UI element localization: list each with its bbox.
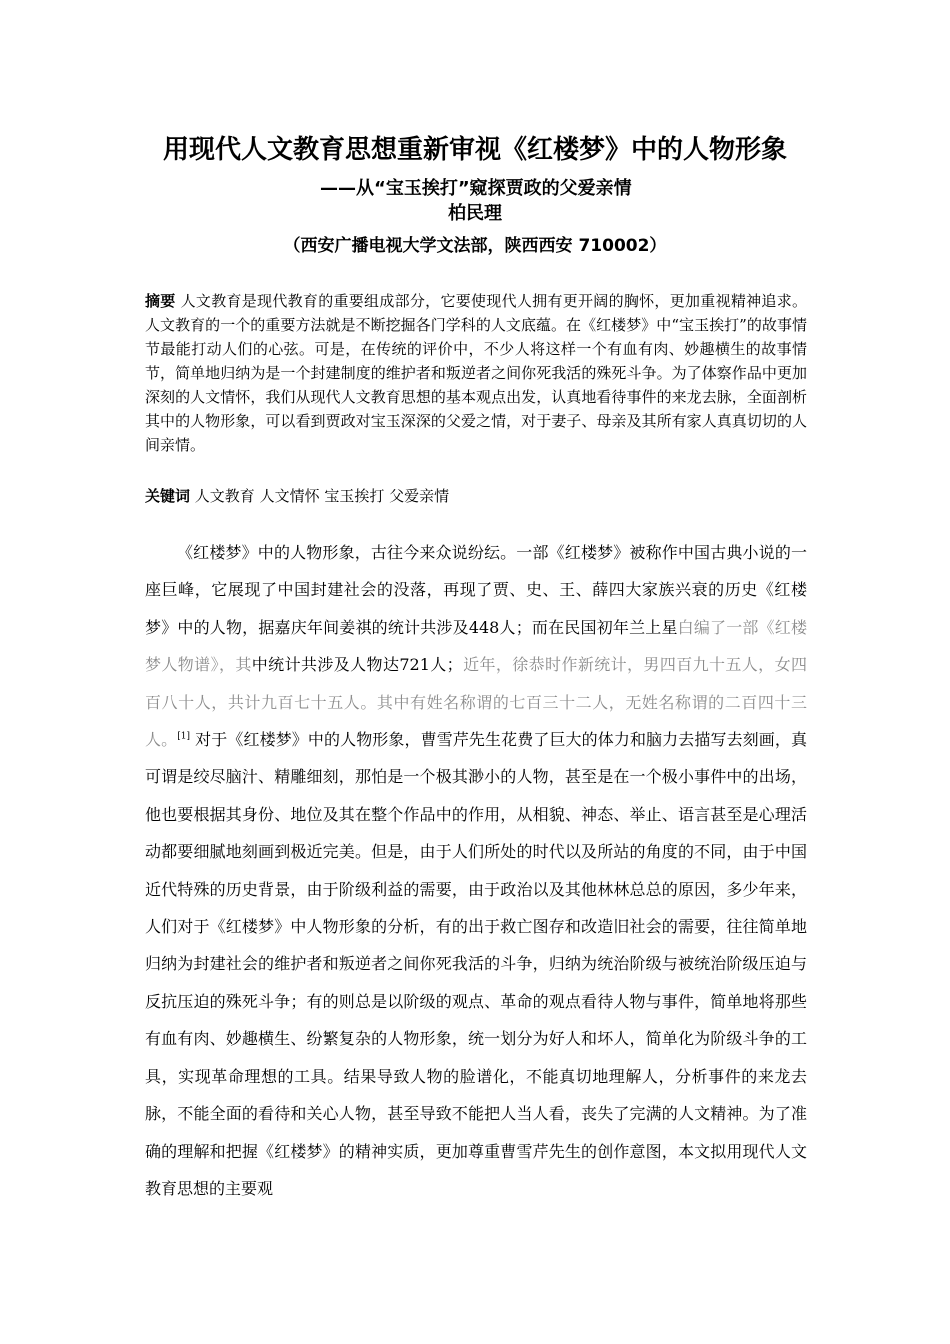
body-text-part1: 《红楼梦》中的人物形象，古往今来众说纷纭。一部《红楼梦》被称作中国古典小说的一座巨峰，它展现了中国封建社会的没落，再现了贾、史、王、薛四大家族兴衰的历史《红楼梦》中的人物，据嘉庆年间姜祺的统计共涉及448人；而在民国初年兰上星 bbox=[145, 543, 807, 637]
keywords-label: 关键词 bbox=[145, 487, 191, 505]
body-text-part3: 中统计共涉及人物达721人； bbox=[251, 655, 463, 675]
abstract-label: 摘要 bbox=[145, 292, 176, 310]
paper-subtitle: ——从“宝玉挨打”窥探贾政的父爱亲情 bbox=[320, 178, 632, 199]
body-text-part2: 白编了一部《红楼梦人物谱》，其 bbox=[145, 617, 807, 675]
author-name: 柏民理 bbox=[448, 203, 502, 224]
abstract-text: 人文教育是现代教育的重要组成部分，它要使现代人拥有更开阔的胸怀，更加重视精神追求。人文教育的一个的重要方法就是不断挖掘各门学科的人文底蕴。在《红楼梦》中“宝玉挨打”的故事情节最能打动人们的心弦。可是，在传统的评价中，不少人将这样一个有血有肉、妙趣横生的故事情节，简单地归纳为是一个封建制度的维护者和叛逆者之间你死我活的殊死斗争。为了体察作品中更加深刻的人文情怀，我们从现代人文教育思想的基本观点出发，认真地看待事件的来龙去脉，全面剖析其中的人物形象，可以看到贾政对宝玉深深的父爱之情，对于妻子、母亲及其所有家人真真切切的人间亲情。 bbox=[145, 292, 807, 454]
footnote-reference[interactable]: [1] bbox=[177, 731, 190, 742]
keywords-text: 人文教育 人文情怀 宝玉挨打 父爱亲情 bbox=[194, 487, 450, 505]
author-affiliation: （西安广播电视大学文法部，陕西西安 710002） bbox=[283, 236, 667, 256]
body-paragraph bbox=[145, 534, 807, 1207]
abstract bbox=[145, 289, 807, 457]
paper-title: 用现代人文教育思想重新审视《红楼梦》中的人物形象 bbox=[162, 135, 787, 165]
body-text-part4: 近年，徐恭时作新统计，男四百九十五人，女四百八十人，共计九百七十五人。其中有姓名称谓的七百三十二人，无姓名称谓的二百四十三人。 bbox=[145, 655, 807, 750]
body-text-part5: 对于《红楼梦》中的人物形象，曹雪芹先生花费了巨大的体力和脑力去描写去刻画，真可谓是绞尽脑汁、精雕细刻，那怕是一个极其渺小的人物，甚至是在一个极小事件中的出场，他也要根据其身份、地位及其在整个作品中的作用，从相貌、神态、举止、语言甚至是心理活动都要细腻地刻画到极近完美。但是，由于人们所处的时代以及所站的角度的不同，由于中国近代特殊的历史背景，由于阶级利益的需要，由于政治以及其他林林总总的原因，多少年来，人们对于《红楼梦》中人物形象的分析，有的出于救亡图存和改造旧社会的需要，往往简单地归纳为封建社会的维护者和叛逆者之间你死我活的斗争，归纳为统治阶级与被统治阶级压迫与反抗压迫的殊死斗争；有的则总是以阶级的观点、革命的观点看待人物与事件，简单地将那些有血有肉、妙趣横生、纷繁复杂的人物形象，统一划分为好人和坏人，简单化为阶级斗争的工具，实现革命理想的工具。结果导致人物的脸谱化，不能真切地理解人，分析事件的来龙去脉，不能全面的看待和关心人物，甚至导致不能把人当人看，丧失了完满的人文精神。为了准确的理解和把握《红楼梦》的精神实质，更加尊重曹雪芹先生的创作意图，本文拟用现代人文教育思想的主要观 bbox=[145, 730, 807, 1198]
keywords bbox=[145, 484, 807, 508]
